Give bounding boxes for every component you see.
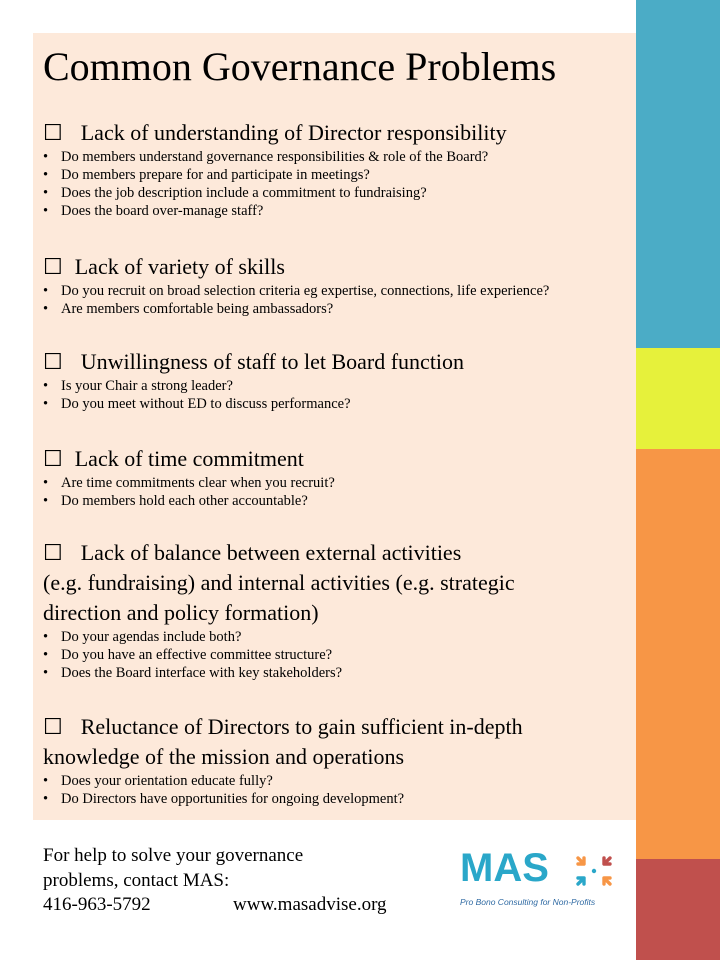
list-item: • Do your agendas include both? [43,628,623,646]
problem-heading: ☐ Lack of balance between external activities (e.g. fundraising) and internal activities (e.g. strategic direction and policy formation) [43,540,515,625]
accent-stripe-orange [636,449,720,859]
checkbox-icon: ☐ [43,540,63,565]
problem-section-time-commitment [43,444,623,510]
list-item: • Does the Board interface with key stakeholders? [43,664,623,682]
problem-heading: ☐ Lack of time commitment [43,444,623,474]
logo-tagline: Pro Bono Consulting for Non-Profits [460,897,596,907]
problem-heading: ☐ Lack of understanding of Director responsibility [43,118,623,148]
list-item: • Is your Chair a strong leader? [43,377,623,395]
list-item: • Are time commitments clear when you recruit? [43,474,623,492]
list-item: • Do members hold each other accountable? [43,492,623,510]
problem-section-balance-of-activities [43,538,623,682]
contact-footer [43,844,387,918]
page-title: Common Governance Problems [43,44,557,89]
question-list [43,772,623,808]
question-list [43,282,623,318]
list-item: • Do members understand governance responsibilities & role of the Board? [43,148,623,166]
list-item: • Are members comfortable being ambassadors? [43,300,623,318]
problem-section-director-knowledge [43,712,623,808]
accent-stripe-yellow [636,348,720,449]
problem-section-staff-unwillingness [43,347,623,413]
checkbox-icon: ☐ [43,120,63,145]
list-item: • Do you meet without ED to discuss performance? [43,395,623,413]
accent-stripe-blue [636,0,720,348]
checkbox-icon: ☐ [43,714,63,739]
question-list [43,148,623,220]
checkbox-icon: ☐ [43,254,63,279]
list-item: • Do you have an effective committee structure? [43,646,623,664]
problem-heading: ☐ Reluctance of Directors to gain sufficient in-depth knowledge of the mission and operations [43,714,523,769]
question-list [43,474,623,510]
contact-text-line: For help to solve your governance [43,845,304,866]
list-item: • Does the board over-manage staff? [43,202,623,220]
problem-section-director-responsibility [43,118,623,220]
list-item: • Do you recruit on broad selection criteria eg expertise, connections, life experience? [43,282,623,300]
question-list [43,377,623,413]
phone-number: 416-963-5792 [43,894,151,915]
checkbox-icon: ☐ [43,446,63,471]
problem-heading: ☐ Unwillingness of staff to let Board function [43,347,623,377]
list-item: • Do members prepare for and participate in meetings? [43,166,623,184]
contact-details [43,893,387,918]
question-list [43,628,623,682]
list-item: • Do Directors have opportunities for ongoing development? [43,790,623,808]
problem-heading: ☐ Lack of variety of skills [43,252,623,282]
logo-wordmark: MAS [460,846,549,890]
website-link[interactable]: www.masadvise.org [233,894,387,915]
mas-logo [460,846,620,910]
accent-stripe-red [636,859,720,960]
list-item: • Does the job description include a commitment to fundraising? [43,184,623,202]
contact-text-line: problems, contact MAS: [43,869,230,891]
logo-cross-icon [574,852,614,890]
checkbox-icon: ☐ [43,349,63,374]
list-item: • Does your orientation educate fully? [43,772,623,790]
problem-section-variety-of-skills [43,252,623,318]
